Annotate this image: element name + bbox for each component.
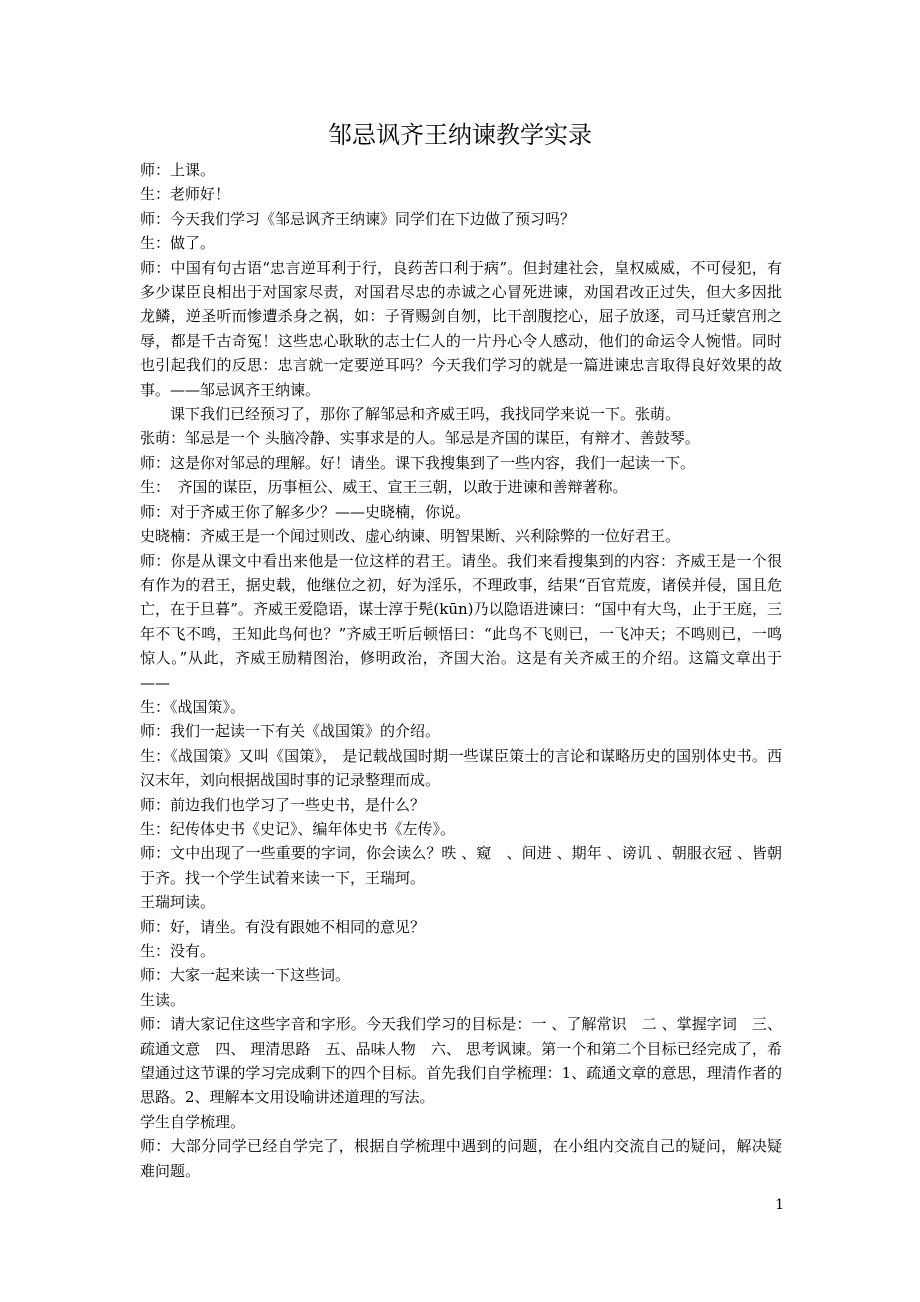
paragraph: 学生自学梳理。: [140, 1112, 246, 1131]
paragraph: 师：今天我们学习《邹忌讽齐王纳谏》同学们在下边做了预习吗？: [140, 209, 576, 228]
paragraph: 课下我们已经预习了，那你了解邹忌和齐威王吗，我找同学来说一下。张萌。: [170, 405, 681, 424]
paragraph: 生：纪传体史书《史记》、编年体史书《左传》。: [140, 819, 456, 838]
paragraph: 师：这是你对邹忌的理解。好！请坐。课下我搜集到了一些内容，我们一起读一下。: [140, 453, 696, 472]
paragraph: 张萌：邹忌是一个 头脑冷静、实事求是的人。邹忌是齐国的谋臣，有辩才、善鼓琴。: [140, 429, 700, 448]
paragraph: 史晓楠：齐威王是一个闻过则改、虚心纳谏、明智果断、兴利除弊的一位好君王。: [140, 527, 681, 546]
paragraph: 生：没有。: [140, 942, 216, 960]
paragraph: 师：对于齐威王你了解多少？——史晓楠，你说。: [140, 502, 471, 521]
paragraph: 师：上课。: [140, 161, 216, 179]
document-title: 邹忌讽齐王纳谏教学实录: [328, 121, 592, 149]
paragraph: 师：中国有句古语“忠言逆耳利于行，良药苦口利于病”。但封建社会，皇权威威，不可侵犯，有多少谋臣良相出于对国家尽责，对国君尽忠的赤诚之心冒死进谏，劝国君改正过失，但大多因批龙鳞，逆圣听而惨遭杀身之祸，如：子胥赐剑自刎，比干剖腹挖心，屈子放逐，司马迁蒙宫刑之辱，都是千古奇冤！这些忠心耿耿的志士仁人的一片丹心令人感动，他们的命运令人惋惜。同时也引起我们的反思：忠言就一定要逆耳吗？今天我们学习的就是一篇进谏忠言取得良好效果的故事。——邹忌讽齐王纳谏。: [140, 258, 782, 399]
paragraph: 师：你是从课文中看出来他是一位这样的君王。请坐。我们来看搜集到的内容：齐威王是一个很有作为的君王，据史载，他继位之初，好为淫乐，不理政事，结果“百官荒废，诸侯并侵，国且危亡，在于旦暮”。齐威王爱隐语，谋士淳于髡(kūn)乃以隐语进谏曰：“国中有大鸟，止于王庭，三年不飞不鸣，王知此鸟何也？”齐威王听后顿悟曰：“此鸟不飞则已，一飞冲天；不鸣则已，一鸣惊人。”从此，齐威王励精图治，修明政治，齐国大治。这是有关齐威王的介绍。这篇文章出于——: [140, 551, 782, 692]
paragraph: 生：老师好！: [140, 185, 231, 204]
paragraph: 师：请大家记住这些字音和字形。今天我们学习的目标是：一 、了解常识 二 、掌握字词 三、 疏通文意 四、 理清思路 五、品味人物 六、 思考讽谏。第一个和第二个目标已经完成了，希望通过这节课的学习完成剩下的四个目标。首先我们自学梳理：1、疏通文章的意思，理清作者的思路。2、理解本文用设喻讲述道理的写法。: [140, 1015, 782, 1107]
paragraph: 师：好，请坐。有没有跟她不相同的意见？: [140, 917, 426, 936]
paragraph: 生读。: [140, 990, 186, 1009]
page-number: 1: [775, 1197, 784, 1213]
paragraph: 生：做了。: [140, 234, 216, 253]
document-body: [140, 158, 782, 1183]
paragraph: 师：大家一起来读一下这些词。: [140, 966, 351, 985]
paragraph: 师：大部分同学已经自学完了，根据自学梳理中遇到的问题，在小组内交流自己的疑问，解决疑难问题。: [140, 1137, 782, 1180]
paragraph: 生：《战国策》。: [140, 697, 246, 716]
paragraph: 师：前边我们也学习了一些史书，是什么？: [140, 795, 426, 814]
paragraph: 师：我们一起读一下有关《战国策》的介绍。: [140, 722, 441, 741]
paragraph: 师：文中出现了一些重要的字词，你会读么？昳 、窥 、间进 、期年 、谤讥 、朝服衣冠 、皆朝于齐。找一个学生试着来读一下，王瑞珂。: [140, 844, 782, 887]
paragraph: 生：《战国策》又叫《国策》， 是记载战国时期一些谋臣策士的言论和谋略历史的国别体史书。西汉末年，刘向根据战国时事的记录整理而成。: [140, 746, 782, 790]
paragraph: 生： 齐国的谋臣，历事桓公、威王、宣王三朝，以敢于进谏和善辩著称。: [140, 478, 628, 497]
paragraph: 王瑞珂读。: [140, 893, 216, 912]
